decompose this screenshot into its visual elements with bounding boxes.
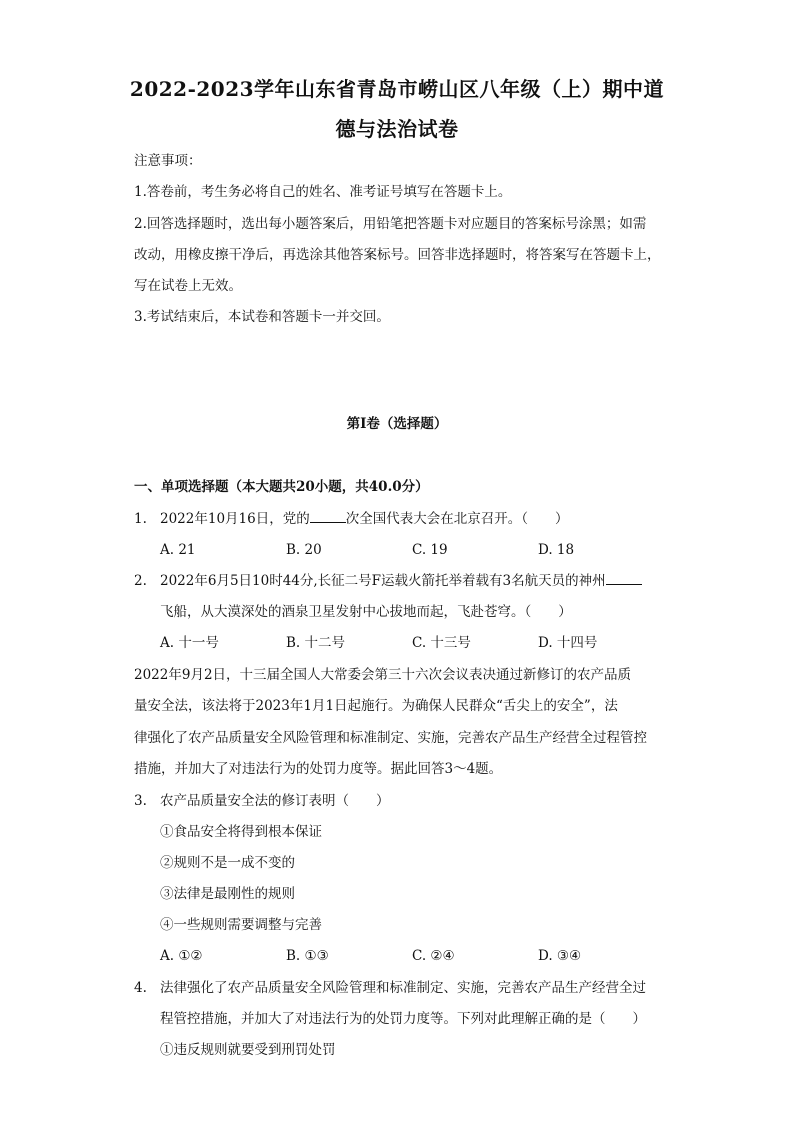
q3-option-d: D. ③④ (538, 948, 582, 964)
notice-item-1: 1.答卷前，考生务必将自己的姓名、准考证号填写在答题卡上。 (134, 184, 512, 200)
q2-option-c: C. 十三号 (412, 635, 471, 651)
notice-heading: 注意事项： (134, 153, 202, 169)
q4-number: 4. (134, 980, 147, 996)
q1-option-b: B. 20 (286, 542, 322, 558)
q3-option-a: A. ①② (160, 948, 203, 964)
q3-item-1: ①食品安全将得到根本保证 (160, 824, 322, 840)
q3-stem: 农产品质量安全法的修订表明（ ） (160, 793, 390, 809)
passage-line-2: 量安全法，该法将于2023年1月1日起施行。为确保人民群众“舌尖上的安全”，法 (134, 698, 618, 714)
q4-stem-line1: 法律强化了农产品质量安全风险管理和标准制定、实施，完善农产品生产经营全过 (160, 980, 646, 996)
q2-stem-line1 (160, 572, 642, 590)
q3-item-2: ②规则不是一成不变的 (160, 855, 295, 871)
q4-stem-line2: 程管控措施，并加大了对违法行为的处罚力度等。下列对此理解正确的是（ ） (160, 1011, 646, 1027)
q2-blank (606, 572, 642, 585)
q3-item-3: ③法律是最刚性的规则 (160, 886, 295, 902)
q3-item-4: ④一些规则需要调整与完善 (160, 917, 322, 933)
q3-option-b: B. ①③ (286, 948, 329, 964)
q1-option-d: D. 18 (538, 542, 575, 558)
q1-stem-b: 次全国代表大会在北京召开。（ ） (345, 511, 569, 527)
q2-option-d: D. 十四号 (538, 635, 598, 651)
notice-item-3: 3.考试结束后，本试卷和答题卡一并交回。 (134, 309, 390, 325)
q1-option-c: C. 19 (412, 542, 448, 558)
exam-title-line1: 2022-2023学年山东省青岛市崂山区八年级（上）期中道 (129, 77, 665, 101)
passage-line-4: 措施，并加大了对违法行为的处罚力度等。据此回答3～4题。 (134, 761, 503, 777)
q2-stem-text: 2022年6月5日10时44分,长征二号F运载火箭托举着载有3名航天员的神州 (160, 573, 606, 589)
q2-option-a: A. 十一号 (160, 635, 219, 651)
q4-item-1: ①违反规则就要受到刑罚处罚 (160, 1042, 336, 1058)
passage-line-3: 律强化了农产品质量安全风险管理和标准制定、实施，完善农产品生产经营全过程管控 (134, 730, 647, 746)
part1-heading: 第Ⅰ卷（选择题） (346, 416, 448, 432)
notice-item-2: 2.回答选择题时，选出每小题答案后，用铅笔把答题卡对应题目的答案标号涂黑；如需 (134, 216, 647, 232)
q1-stem-a: 2022年10月16日，党的 (160, 511, 310, 527)
q2-number: 2. (134, 573, 147, 589)
q1-stem (160, 510, 568, 528)
q2-option-b: B. 十二号 (286, 635, 346, 651)
q1-blank (310, 510, 346, 523)
q3-number: 3. (134, 793, 147, 809)
q1-option-a: A. 21 (160, 542, 196, 558)
section1-heading: 一、单项选择题（本大题共20小题，共40.0分） (134, 479, 429, 495)
q1-number: 1. (134, 511, 147, 527)
passage-line-1: 2022年9月2日，十三届全国人大常委会第三十六次会议表决通过新修订的农产品质 (134, 667, 632, 683)
q2-stem-line2: 飞船，从大漠深处的酒泉卫星发射中心拔地而起，飞赴苍穹。（ ） (160, 604, 572, 620)
notice-item-2-end: 写在试卷上无效。 (134, 278, 242, 294)
notice-item-2-cont: 改动，用橡皮擦干净后，再选涂其他答案标号。回答非选择题时，将答案写在答题卡上， (134, 247, 661, 263)
q3-option-c: C. ②④ (412, 948, 455, 964)
exam-title-line2: 德与法治试卷 (335, 117, 459, 141)
